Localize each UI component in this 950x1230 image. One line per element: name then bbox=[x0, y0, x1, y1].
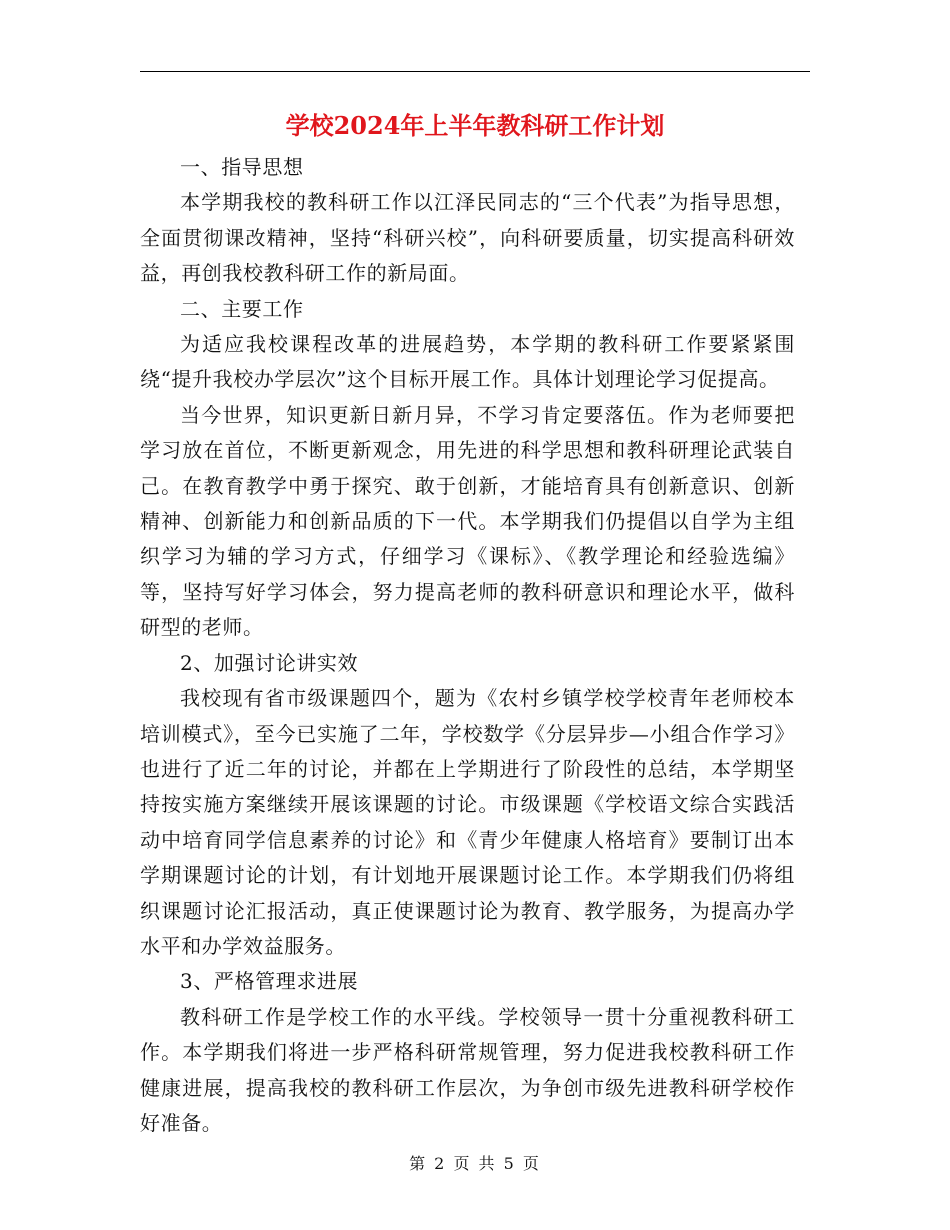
paragraph: 本学期我校的教科研工作以江泽民同志的“三个代表”为指导思想，全面贯彻课改精神，坚持“科研兴校”，向科研要质量，切实提高科研效益，再创我校教科研工作的新局面。 bbox=[140, 190, 795, 286]
heading-main-work: 二、主要工作 bbox=[180, 296, 304, 321]
heading-management: 3、严格管理求进展 bbox=[180, 969, 359, 994]
paragraph: 教科研工作是学校工作的水平线。学校领导一贯十分重视教科研工作。本学期我们将进一步严格科研常规管理，努力促进我校教科研工作健康进展，提高我校的教科研工作层次，为争创市级先进教科研学校作好准备。 bbox=[140, 1004, 795, 1135]
document-body bbox=[140, 150, 795, 1141]
heading-guiding-ideology: 一、指导思想 bbox=[180, 155, 304, 179]
document-title: 学校2024年上半年教科研工作计划 bbox=[285, 111, 665, 140]
page-footer: 第 2 页 共 5 页 bbox=[409, 1154, 541, 1173]
header-rule bbox=[140, 71, 810, 72]
paragraph: 我校现有省市级课题四个，题为《农村乡镇学校学校青年老师校本培训模式》，至今已实施了二年，学校数学《分层异步—小组合作学习》也进行了近二年的讨论，并都在上学期进行了阶段性的总结，本学期坚持按实施方案继续开展该课题的讨论。市级课题《学校语文综合实践活动中培育同学信息素养的讨论》和《青少年健康人格培育》要制订出本学期课题讨论的计划，有计划地开展课题讨论工作。本学期我们仍将组织课题讨论汇报活动，真正使课题讨论为教育、教学服务，为提高办学水平和办学效益服务。 bbox=[140, 686, 795, 958]
paragraph: 当今世界，知识更新日新月异，不学习肯定要落伍。作为老师要把学习放在首位，不断更新观念，用先进的科学思想和教科研理论武装自己。在教育教学中勇于探究、敢于创新，才能培育具有创新意识、创新精神、创新能力和创新品质的下一代。本学期我们仍提倡以自学为主组织学习为辅的学习方式，仔细学习《课标》、《教学理论和经验选编》等，坚持写好学习体会，努力提高老师的教科研意识和理论水平，做科研型的老师。 bbox=[140, 402, 795, 640]
heading-research: 2、加强讨论讲实效 bbox=[180, 650, 359, 675]
paragraph: 为适应我校课程改革的进展趋势，本学期的教科研工作要紧紧围绕“提升我校办学层次”这个目标开展工作。具体计划理论学习促提高。 bbox=[140, 332, 795, 392]
